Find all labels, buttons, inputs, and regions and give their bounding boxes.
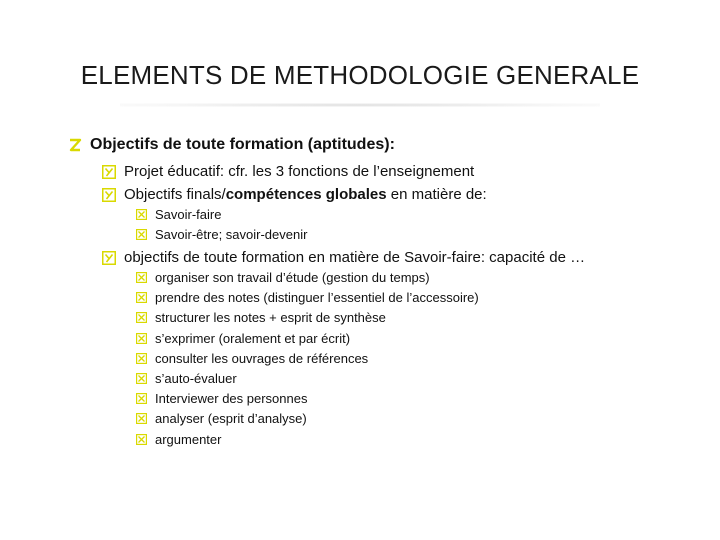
list-item: [102, 163, 474, 180]
z-bullet-icon: [68, 138, 82, 152]
sub-list-item: [136, 432, 221, 447]
sub-list-item: [136, 290, 479, 305]
sub-item-text: structurer les notes + esprit de synthèse: [155, 310, 386, 326]
y-box-bullet-icon: [102, 165, 116, 179]
item-text-prefix: Objectifs finals/: [124, 186, 226, 203]
item-text: objectifs de toute formation en matière de Savoir-faire: capacité de …: [124, 249, 586, 266]
x-box-bullet-icon: [136, 272, 147, 283]
sub-list-item: [136, 391, 307, 406]
sub-list-item: [136, 207, 221, 222]
sub-item-text: consulter les ouvrages de références: [155, 350, 369, 366]
sub-item-text: s’exprimer (oralement et par écrit): [155, 330, 351, 346]
heading-line: [68, 136, 395, 154]
heading-text: Objectifs de toute formation (aptitudes):: [90, 136, 395, 153]
sub-list-item: [136, 310, 386, 325]
x-box-bullet-icon: [136, 393, 147, 404]
x-box-bullet-icon: [136, 353, 147, 364]
x-box-bullet-icon: [136, 292, 147, 303]
sub-item-text: s’auto-évaluer: [155, 371, 237, 386]
y-box-bullet-icon: [102, 251, 116, 265]
sub-list-item: [136, 227, 307, 242]
x-box-bullet-icon: [136, 413, 147, 424]
x-box-bullet-icon: [136, 434, 147, 445]
item-text: Projet éducatif: cfr. les 3 fonctions de l’enseignement: [124, 163, 475, 180]
sub-item-text: Interviewer des personnes: [155, 391, 308, 407]
sub-item-text: Savoir-être; savoir-devenir: [155, 227, 308, 242]
sub-list-item: [136, 331, 350, 346]
item-text-bold: compétences globales: [225, 186, 387, 203]
sub-item-text: Savoir-faire: [155, 207, 222, 222]
x-box-bullet-icon: [136, 333, 147, 344]
sub-item-text: prendre des notes (distinguer l’essentiel de l’accessoire): [155, 290, 479, 306]
list-item: [102, 186, 487, 203]
sub-item-text: argumenter: [155, 431, 222, 447]
sub-list-item: [136, 371, 237, 386]
sub-list-item: [136, 270, 430, 285]
sub-item-text: organiser son travail d’étude (gestion du temps): [155, 270, 430, 285]
item-text-suffix: en matière de:: [386, 186, 487, 203]
x-box-bullet-icon: [136, 229, 147, 240]
x-box-bullet-icon: [136, 373, 147, 384]
title-underline: [120, 103, 600, 107]
sub-list-item: [136, 351, 368, 366]
sub-item-text: analyser (esprit d’analyse): [155, 411, 307, 427]
y-box-bullet-icon: [102, 188, 116, 202]
sub-list-item: [136, 411, 307, 426]
x-box-bullet-icon: [136, 312, 147, 323]
list-item: [102, 249, 585, 266]
x-box-bullet-icon: [136, 209, 147, 220]
slide-title: ELEMENTS DE METHODOLOGIE GENERALE: [80, 60, 640, 90]
